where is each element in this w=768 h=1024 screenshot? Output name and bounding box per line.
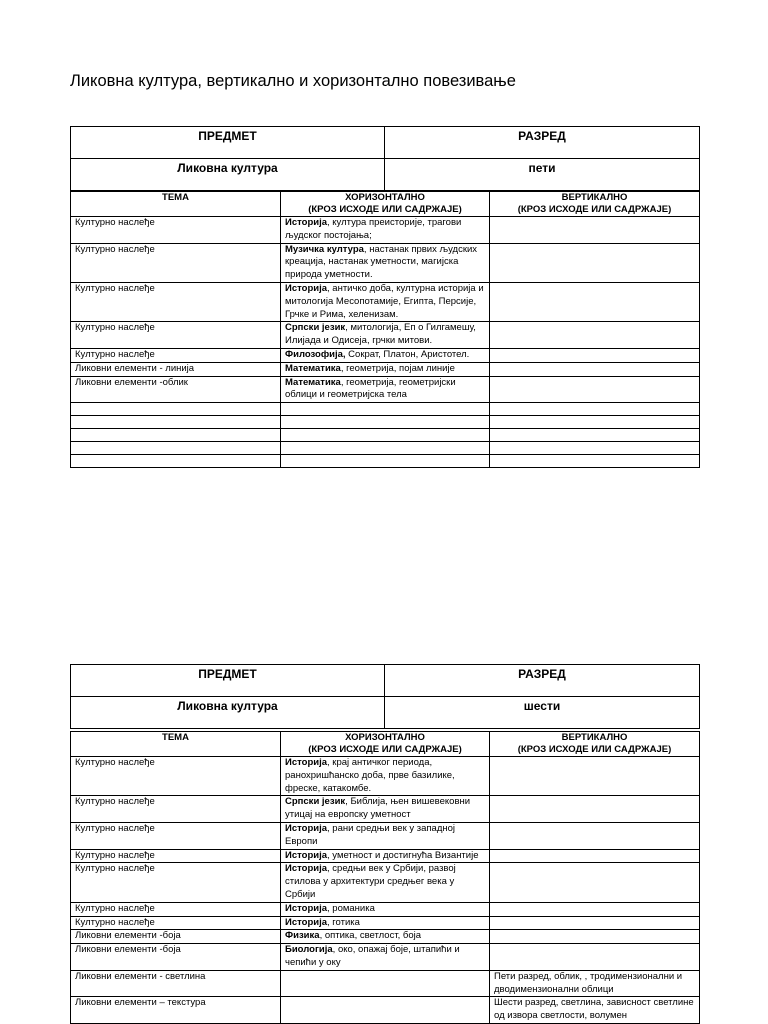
cell-vertical	[490, 757, 700, 796]
cell-horizontal	[281, 916, 490, 930]
cell-theme: Културно наслеђе	[71, 916, 281, 930]
cell-horizontal	[281, 849, 490, 863]
cell-theme	[71, 403, 281, 416]
column-header-vertical: ВЕРТИКАЛНО (КРОЗ ИСХОДЕ ИЛИ САДРЖАЈЕ)	[490, 192, 700, 217]
subject-name: Историја	[285, 902, 328, 914]
cell-theme: Културно наслеђе	[71, 282, 281, 321]
cell-horizontal	[281, 217, 490, 244]
cell-vertical	[490, 944, 700, 971]
cell-vertical	[490, 822, 700, 849]
cell-vertical	[490, 442, 700, 455]
table-row	[71, 429, 700, 442]
cell-theme: Културно наслеђе	[71, 863, 281, 902]
horizontal-text: , уметност и достигнућа Византије	[327, 849, 479, 861]
cell-theme: Културно наслеђе	[71, 217, 281, 244]
cell-theme	[71, 429, 281, 442]
table-row	[71, 822, 700, 849]
cell-horizontal	[281, 863, 490, 902]
table-row	[71, 442, 700, 455]
table-row	[71, 362, 700, 376]
cell-vertical	[490, 322, 700, 349]
cell-horizontal	[281, 442, 490, 455]
cell-vertical	[490, 429, 700, 442]
table-row	[71, 970, 700, 997]
grade-label: РАЗРЕД	[385, 127, 700, 159]
header-table-grade-6	[70, 664, 700, 729]
cell-theme	[71, 442, 281, 455]
table-row	[71, 416, 700, 429]
cell-theme: Ликовни елементи - светлина	[71, 970, 281, 997]
cell-vertical: Шести разред, светлина, зависност светлине од извора светлости, волумен	[490, 997, 700, 1024]
table-row	[71, 282, 700, 321]
table-row	[71, 348, 700, 362]
horizontal-text: , Библија, њен вишевековни утицај на европску уметност	[285, 796, 471, 821]
cell-vertical	[490, 403, 700, 416]
subject-name: Математика	[285, 376, 341, 388]
cell-vertical	[490, 849, 700, 863]
cell-vertical	[490, 362, 700, 376]
cell-horizontal	[281, 822, 490, 849]
cell-vertical	[490, 217, 700, 244]
subject-name: Историја	[285, 822, 328, 834]
subject-name: Филозофија,	[285, 348, 346, 360]
cell-horizontal	[281, 348, 490, 362]
cell-theme: Културно наслеђе	[71, 322, 281, 349]
horizontal-text: Сократ, Платон, Аристотел.	[345, 348, 470, 360]
cell-theme: Културно наслеђе	[71, 243, 281, 282]
subject-value: Ликовна култура	[71, 159, 385, 191]
cell-vertical: Пети разред, облик, , тродимензионални и дводимензионални облици	[490, 970, 700, 997]
cell-horizontal	[281, 362, 490, 376]
cell-vertical	[490, 916, 700, 930]
subject-name: Историја	[285, 849, 328, 861]
cell-theme: Културно наслеђе	[71, 849, 281, 863]
horizontal-text: , крај античког периода, ранохришћанско доба, прве базилике, фреске, катакомбе.	[285, 757, 455, 794]
cell-horizontal	[281, 455, 490, 468]
cell-vertical	[490, 902, 700, 916]
cell-vertical	[490, 930, 700, 944]
cell-horizontal	[281, 429, 490, 442]
column-header-theme: ТЕМА	[71, 732, 281, 757]
column-header-vertical: ВЕРТИКАЛНО (КРОЗ ИСХОДЕ ИЛИ САДРЖАЈЕ)	[490, 732, 700, 757]
cell-theme: Ликовни елементи - линија	[71, 362, 281, 376]
subject-label: ПРЕДМЕТ	[71, 665, 385, 697]
cell-horizontal	[281, 970, 490, 997]
subject-name: Историја	[285, 217, 328, 228]
column-header-theme: ТЕМА	[71, 192, 281, 217]
cell-horizontal	[281, 796, 490, 823]
cell-theme: Ликовни елементи -облик	[71, 376, 281, 403]
cell-vertical	[490, 243, 700, 282]
cell-vertical	[490, 863, 700, 902]
table-row	[71, 849, 700, 863]
grade-value: пети	[385, 159, 700, 191]
horizontal-text: , оптика, светлост, боја	[319, 930, 422, 942]
table-row	[71, 916, 700, 930]
subject-name: Историја	[285, 916, 328, 928]
cell-horizontal	[281, 403, 490, 416]
table-row	[71, 902, 700, 916]
table-row	[71, 217, 700, 244]
horizontal-text: , митологија, Еп о Гилгамешу, Илијада и Одисеја, грчки митови.	[285, 322, 476, 347]
cell-horizontal	[281, 930, 490, 944]
subject-value: Ликовна култура	[71, 697, 385, 729]
horizontal-text: , готика	[327, 916, 360, 928]
horizontal-text: , рани средњи век у западној Европи	[285, 822, 456, 847]
page-title: Ликовна култура, вертикално и хоризонтално повезивање	[70, 72, 516, 90]
table-row	[71, 796, 700, 823]
table-row	[71, 930, 700, 944]
subject-name: Музичка култура	[285, 243, 364, 255]
cell-theme: Културно наслеђе	[71, 757, 281, 796]
subject-name: Историја	[285, 863, 328, 875]
horizontal-text: , романика	[327, 902, 375, 914]
subject-name: Биологија	[285, 944, 333, 956]
horizontal-text: , геометрија, геометријски облици и геометријска тела	[285, 376, 456, 401]
cell-vertical	[490, 455, 700, 468]
subject-label: ПРЕДМЕТ	[71, 127, 385, 159]
cell-theme: Културно наслеђе	[71, 796, 281, 823]
grade-label: РАЗРЕД	[385, 665, 700, 697]
cell-horizontal	[281, 243, 490, 282]
horizontal-text: , култура преисторије, трагови људског постојања;	[285, 217, 462, 241]
table-row	[71, 376, 700, 403]
cell-vertical	[490, 796, 700, 823]
table-row	[71, 997, 700, 1024]
subject-name: Српски језик	[285, 796, 346, 808]
table-row	[71, 322, 700, 349]
table-row	[71, 403, 700, 416]
cell-theme: Ликовни елементи -боја	[71, 930, 281, 944]
grade-value: шести	[385, 697, 700, 729]
subject-name: Историја	[285, 282, 328, 294]
table-row	[71, 757, 700, 796]
cell-horizontal	[281, 997, 490, 1024]
cell-vertical	[490, 416, 700, 429]
subject-name: Српски језик	[285, 322, 346, 334]
cell-horizontal	[281, 757, 490, 796]
table-row	[71, 863, 700, 902]
column-header-horizontal: ХОРИЗОНТАЛНО (КРОЗ ИСХОДЕ ИЛИ САДРЖАЈЕ)	[281, 192, 490, 217]
cell-theme: Ликовни елементи – текстура	[71, 997, 281, 1024]
header-table-grade-5	[70, 126, 700, 191]
table-row	[71, 944, 700, 971]
cell-theme: Културно наслеђе	[71, 348, 281, 362]
subject-name: Физика	[285, 930, 320, 942]
cell-horizontal	[281, 416, 490, 429]
column-header-horizontal: ХОРИЗОНТАЛНО (КРОЗ ИСХОДЕ ИЛИ САДРЖАЈЕ)	[281, 732, 490, 757]
horizontal-text: , геометрија, појам линије	[340, 362, 455, 374]
cell-theme	[71, 416, 281, 429]
subject-name: Историја	[285, 757, 328, 768]
horizontal-text: , око, опажај боје, штапићи и чепићи у оку	[285, 944, 460, 968]
horizontal-text: , настанак првих људских креација, настанак уметности, магијска природа уметности.	[285, 243, 478, 281]
cell-theme: Ликовни елементи -боја	[71, 944, 281, 971]
cell-theme: Културно наслеђе	[71, 822, 281, 849]
connections-table-grade-5	[70, 191, 700, 468]
cell-vertical	[490, 376, 700, 403]
cell-horizontal	[281, 944, 490, 971]
horizontal-text: , античко доба, културна историја и митологија Месопотамије, Египта, Персије, Грчке и Рима, хеленизам.	[285, 282, 484, 320]
cell-horizontal	[281, 282, 490, 321]
cell-vertical	[490, 348, 700, 362]
cell-theme	[71, 455, 281, 468]
connections-table-grade-6	[70, 731, 700, 1024]
subject-name: Математика	[285, 362, 341, 374]
cell-vertical	[490, 282, 700, 321]
horizontal-text: , средњи век у Србији, развој стилова у архитектури средњег века у Србији	[285, 863, 456, 900]
cell-horizontal	[281, 902, 490, 916]
cell-horizontal	[281, 376, 490, 403]
cell-theme: Културно наслеђе	[71, 902, 281, 916]
cell-horizontal	[281, 322, 490, 349]
table-row	[71, 455, 700, 468]
table-row	[71, 243, 700, 282]
